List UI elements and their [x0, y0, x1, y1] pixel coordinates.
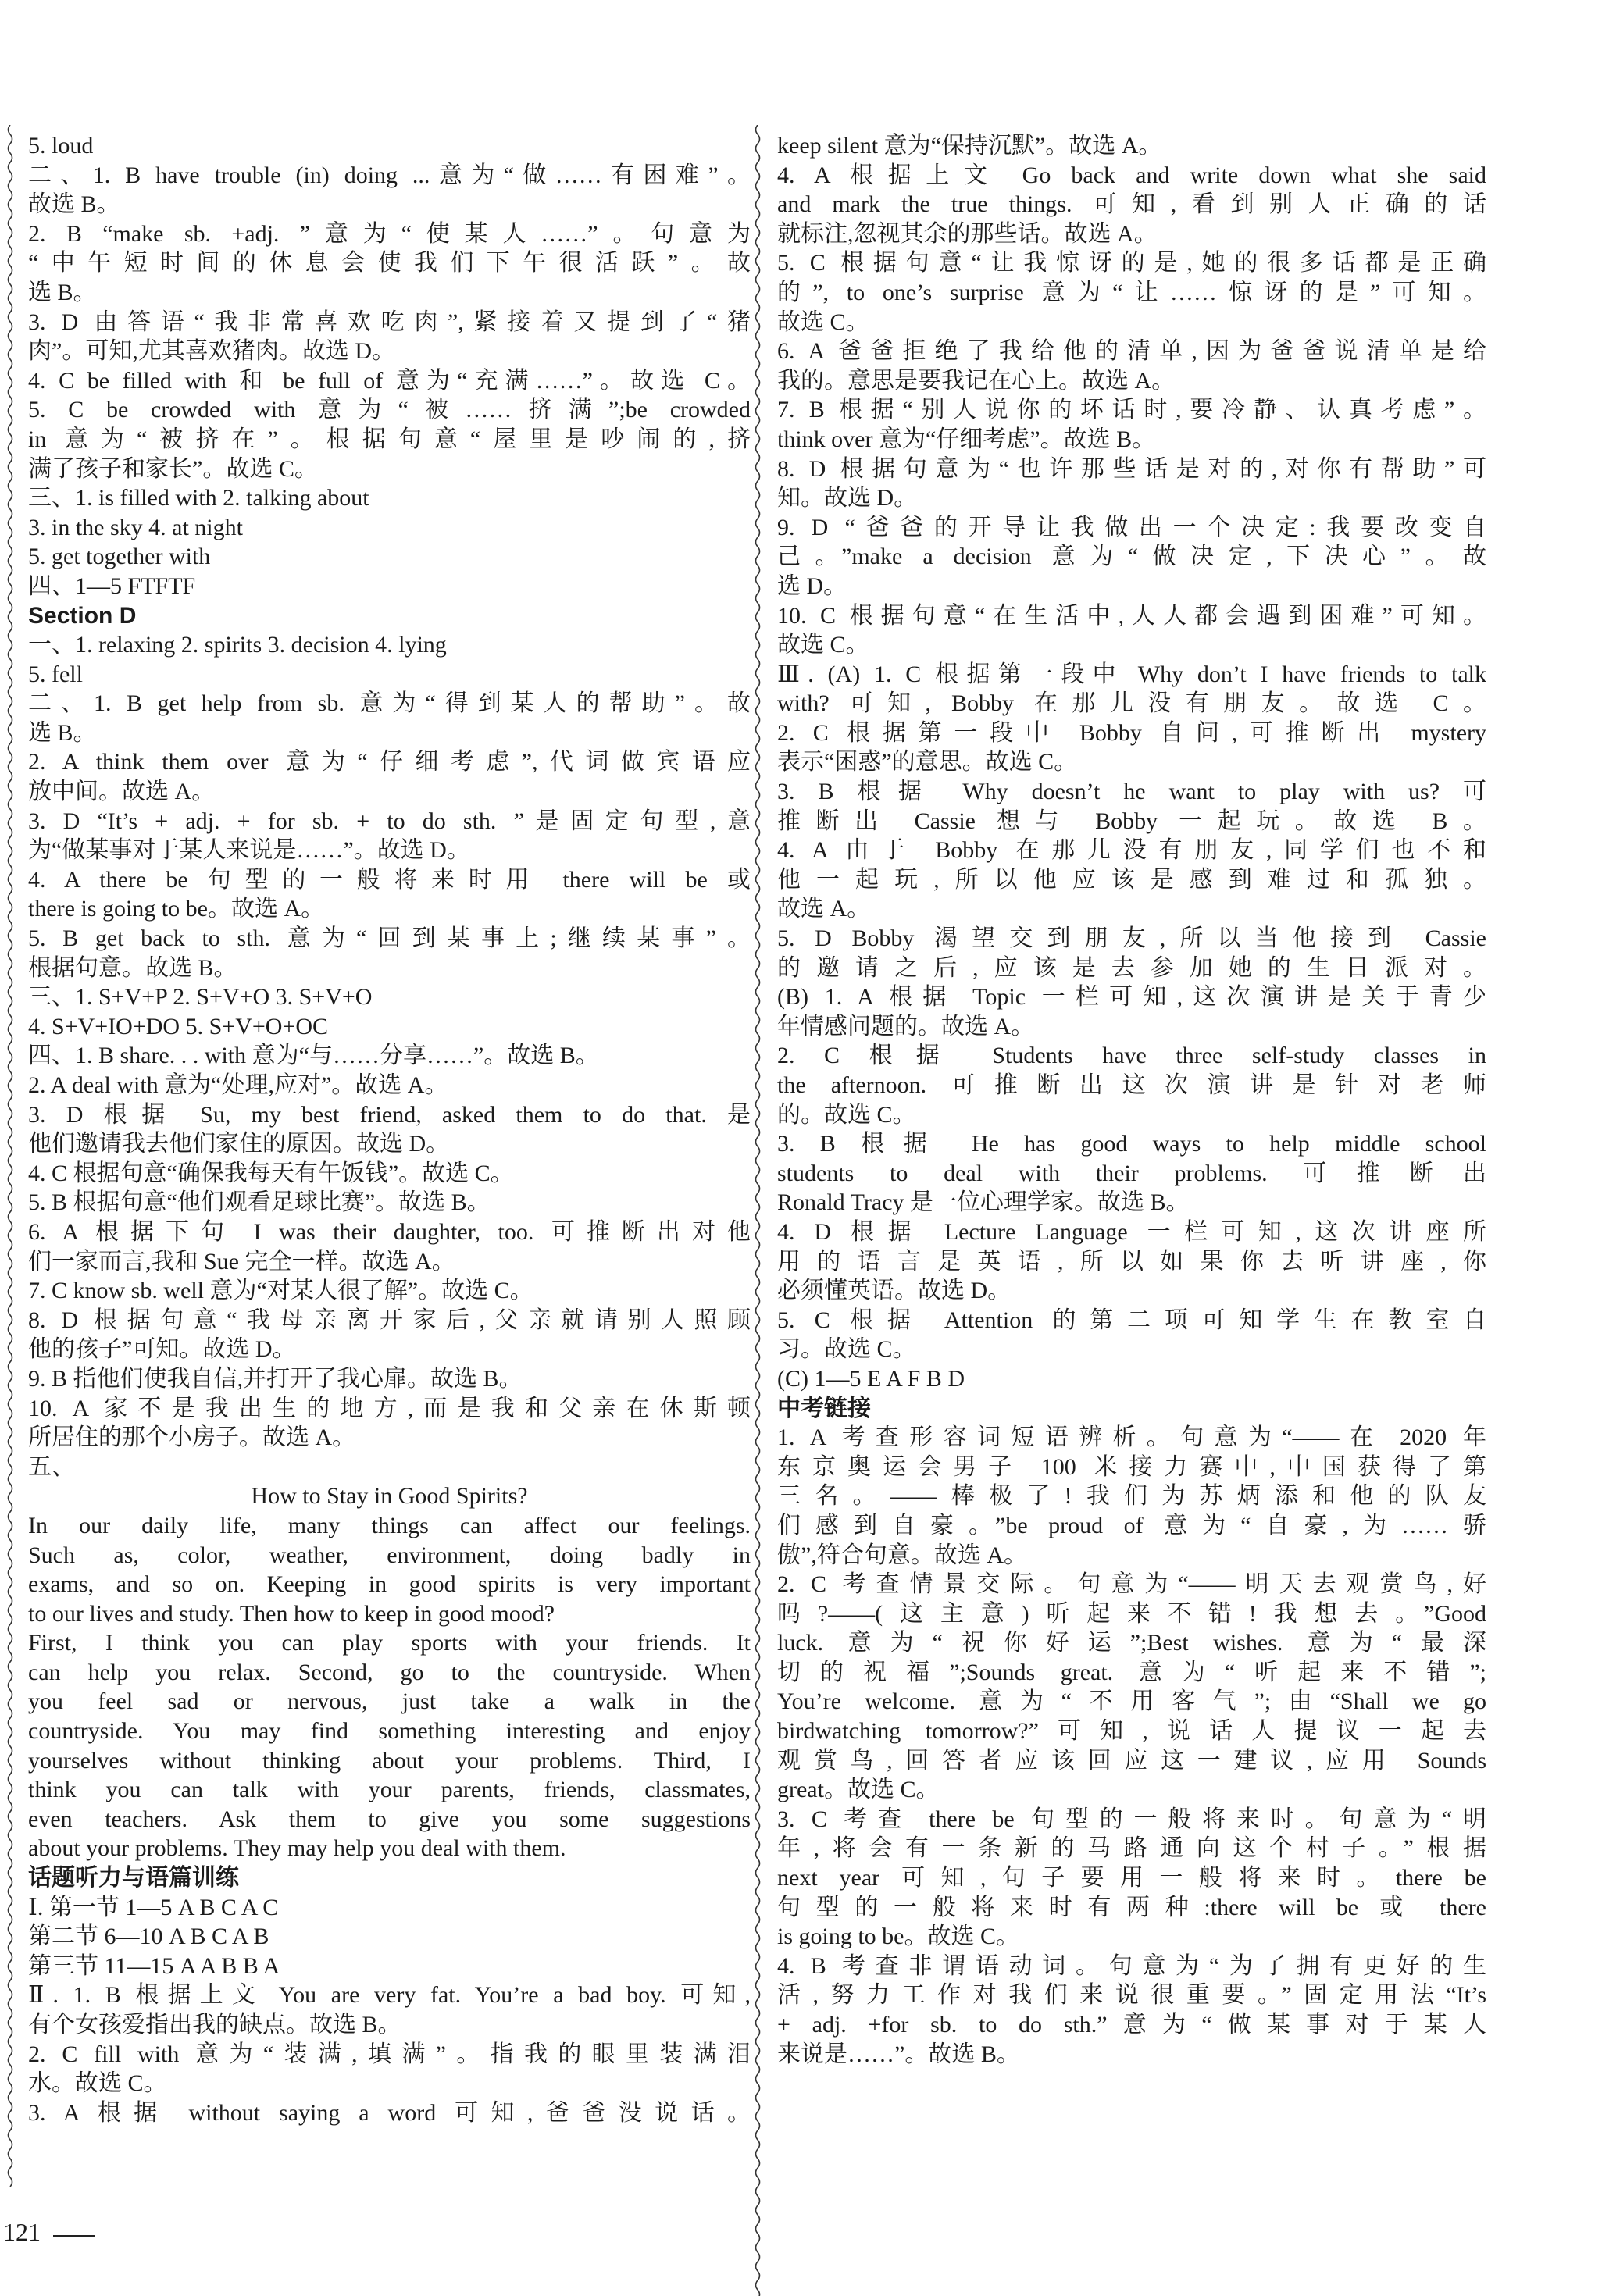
answer-line: yourselves without thinking about your problems. Third, I [28, 1747, 751, 1774]
section-heading: Section D [28, 602, 137, 629]
answer-line: 切的祝福”;Sounds great. 意为“听起来不错”; [777, 1659, 1486, 1685]
answer-line: + adj. +for sb. to do sth.”意为“做某事对于某人 [777, 2012, 1486, 2038]
answer-line: 4. A 由于 Bobby 在那儿没有朋友,同学们也不和 [777, 837, 1486, 864]
answer-line: 4. C be filled with 和 be full of 意为“充满……”。故选 C。 [28, 367, 751, 394]
answer-line: 吗?——(这主意)听起来不错!我想去。”Good [777, 1600, 1486, 1627]
answer-line: 来说是……”。故选 B。 [777, 2041, 1020, 2067]
answer-line: (B) 1. A 根据 Topic 一栏可知,这次演讲是关于青少 [777, 984, 1486, 1011]
answer-line: 5. B 根据句意“他们观看足球比赛”。故选 B。 [28, 1189, 491, 1216]
answer-line: 2. B “make sb. +adj. ”意为“使某人……”。句意为 [28, 220, 751, 247]
answer-line: is going to be。故选 C。 [777, 1923, 1020, 1950]
answer-line: about your problems. They may help you deal with them. [28, 1835, 566, 1862]
answer-line: 1. A 考查形容词短语辨析。句意为“——在 2020 年 [777, 1424, 1486, 1451]
answer-line: 我的。意思是要我记在心上。故选 A。 [777, 367, 1176, 394]
answer-line: You’re welcome. 意为“不用客气”;由“Shall we go [777, 1688, 1486, 1715]
answer-line: 所居住的那个小房子。故选 A。 [28, 1424, 356, 1451]
answer-line: 故选 C。 [777, 308, 869, 335]
answer-line: 4. A 根据上文 Go back and write down what she said [777, 162, 1486, 188]
answer-line: 5. D Bobby 渴望交到朋友,所以当他接到 Cassie [777, 925, 1486, 952]
answer-line: 3. D “It’s + adj. + for sb. + to do sth. ”是固定句型,意 [28, 808, 751, 834]
answer-line: 2. A deal with 意为“处理,应对”。故选 A。 [28, 1072, 448, 1098]
section-heading: 中考链接 [777, 1395, 871, 1421]
left-margin-wavy-line [5, 125, 16, 2187]
answer-line: 就标注,忽视其余的那些话。故选 A。 [777, 220, 1158, 247]
answer-line: 第二节 6—10 A B C A B [28, 1923, 269, 1950]
answer-line: to our lives and study. Then how to keep in good mood? [28, 1600, 555, 1627]
answer-line: 观赏鸟,回答者应该回应这一建议,应用 Sounds [777, 1747, 1486, 1774]
answer-line: 2. C 考查情景交际。句意为“——明天去观赏鸟,好 [777, 1571, 1486, 1598]
answer-line: 4. D 根据 Lecture Language 一栏可知,这次讲座所 [777, 1218, 1486, 1245]
answer-line: 2. A think them over 意为“仔细考虑”,代词做宾语应 [28, 749, 751, 775]
answer-line: 10. A 家不是我出生的地方,而是我和父亲在休斯顿 [28, 1395, 751, 1421]
answer-line: 4. B 考查非谓语动词。句意为“为了拥有更好的生 [777, 1952, 1486, 1979]
answer-line: Ⅱ. 1. B 根据上文 You are very fat. You’re a bad boy. 可知, [28, 1982, 751, 2009]
answer-line: 五、 [28, 1453, 75, 1480]
answer-line: 习。故选 C。 [777, 1336, 916, 1363]
answer-line: 年情感问题的。故选 A。 [777, 1013, 1035, 1039]
answer-line: 有个女孩爱指出我的缺点。故选 B。 [28, 2012, 401, 2038]
answer-line: 3. in the sky 4. at night [28, 514, 243, 540]
answer-line: 四、1—5 FTFTF [28, 572, 196, 599]
answer-line: 表示“困惑”的意思。故选 C。 [777, 749, 1078, 775]
answer-line: 活,努力工作对我们来说很重要。”固定用法“It’s [777, 1982, 1486, 2009]
answer-line: 故选 A。 [777, 896, 871, 922]
answer-line: keep silent 意为“保持沉默”。故选 A。 [777, 133, 1162, 159]
answer-line: 他的孩子”可知。故选 D。 [28, 1336, 296, 1363]
answer-line: there is going to be。故选 A。 [28, 896, 325, 922]
answer-line: 用的语言是英语,所以如果你去听讲座,你 [777, 1248, 1486, 1275]
answer-line: 三、1. S+V+P 2. S+V+O 3. S+V+O [28, 984, 373, 1011]
answer-line: even teachers. Ask them to give you some suggestions [28, 1806, 751, 1832]
answer-line: 2. C fill with 意为“装满,填满”。指我的眼里装满泪 [28, 2041, 751, 2067]
answer-line: 4. S+V+IO+DO 5. S+V+O+OC [28, 1013, 329, 1039]
answer-line: 年,将会有一条新的马路通向这个村子。”根据 [777, 1835, 1486, 1862]
answer-line: 的”, to one’s surprise 意为“让……惊讶的是”可知。 [777, 279, 1486, 305]
answer-line: and mark the true things. 可知,看到别人正确的话 [777, 191, 1486, 218]
answer-line: 5. C be crowded with 意为“被……挤满”;be crowded [28, 397, 751, 423]
essay-title: How to Stay in Good Spirits? [251, 1483, 528, 1510]
answer-line: 故选 C。 [777, 632, 869, 658]
answer-line: 选 D。 [777, 572, 847, 599]
answer-line: 句型的一般将来时有两种:there will be 或 there [777, 1894, 1486, 1920]
answer-line: 第三节 11—15 A A B B A [28, 1952, 280, 1979]
answer-line: 5. B get back to sth. 意为“回到某事上;继续某事”。 [28, 925, 751, 952]
answer-line: 三名。——棒极了!我们为苏炳添和他的队友 [777, 1483, 1486, 1510]
answer-line: 4. A there be 句型的一般将来时用 there will be 或 [28, 866, 751, 893]
answer-line: next year 可知,句子要用一般将来时。there be [777, 1865, 1486, 1891]
answer-line: 满了孩子和家长”。故选 C。 [28, 455, 318, 482]
answer-line: 己。”make a decision 意为“做决定,下决心”。故 [777, 544, 1486, 570]
answer-line: 他们邀请我去他们家住的原因。故选 D。 [28, 1131, 450, 1157]
answer-line: 9. D “爸爸的开导让我做出一个决定:我要改变自 [777, 514, 1486, 540]
answer-line: 水。故选 C。 [28, 2070, 167, 2097]
answer-line: 肉”。可知,尤其喜欢猪肉。故选 D。 [28, 338, 395, 365]
answer-line: students to deal with their problems. 可推断出 [777, 1160, 1486, 1186]
answer-line: Ⅲ. (A) 1. C 根据第一段中 Why don’t I have friends to talk [777, 661, 1486, 687]
right-answer-column [777, 131, 1486, 2069]
answer-line: 5. C 根据句意“让我惊讶的是,她的很多话都是正确 [777, 250, 1486, 276]
answer-line: 选 B。 [28, 719, 97, 746]
answer-line: the afternoon. 可推断出这次演讲是针对老师 [777, 1072, 1486, 1098]
answer-line: luck. 意为“祝你好运”;Best wishes. 意为“最深 [777, 1630, 1486, 1656]
answer-line: birdwatching tomorrow?”可知,说话人提议一起去 [777, 1718, 1486, 1745]
answer-line: 们感到自豪。”be proud of 意为“自豪,为……骄 [777, 1512, 1486, 1538]
answer-line: 5. C 根据 Attention 的第二项可知学生在教室自 [777, 1307, 1486, 1333]
section-heading: 话题听力与语篇训练 [28, 1865, 239, 1891]
answer-line: Ⅰ. 第一节 1—5 A B C A C [28, 1894, 279, 1920]
answer-line: 必须懂英语。故选 D。 [777, 1278, 1012, 1304]
answer-line: 的。故选 C。 [777, 1101, 916, 1128]
answer-line: think over 意为“仔细考虑”。故选 B。 [777, 426, 1156, 452]
answer-line: countryside. You may find something interesting and enjoy [28, 1718, 751, 1745]
answer-line: in 意为“被挤在”。根据句意“屋里是吵闹的,挤 [28, 426, 751, 452]
answer-line: 三、1. is filled with 2. talking about [28, 485, 369, 512]
answer-line: 3. D 由答语“我非常喜欢吃肉”,紧接着又提到了“猪 [28, 308, 751, 335]
answer-line: 2. C 根据第一段中 Bobby 自问,可推断出 mystery [777, 719, 1486, 746]
answer-line: 6. A 爸爸拒绝了我给他的清单,因为爸爸说清单是给 [777, 338, 1486, 365]
answer-line: 8. D 根据句意“我母亲离开家后,父亲就请别人照顾 [28, 1307, 751, 1333]
answer-line: 二、1. B have trouble (in) doing ...意为“做……有困难”。 [28, 162, 751, 188]
answer-line: In our daily life, many things can affect our feelings. [28, 1512, 751, 1538]
answer-line: (C) 1—5 E A F B D [777, 1365, 965, 1392]
answer-line: 3. C 考查 there be 句型的一般将来时。句意为“明 [777, 1806, 1486, 1832]
answer-line: 10. C 根据句意“在生活中,人人都会遇到困难”可知。 [777, 602, 1486, 629]
answer-line: 一、1. relaxing 2. spirits 3. decision 4. lying [28, 632, 447, 658]
answer-line: 选 B。 [28, 279, 97, 305]
answer-line: great。故选 C。 [777, 1777, 940, 1803]
answer-line: 3. A 根据 without saying a word 可知,爸爸没说话。 [28, 2099, 751, 2126]
answer-line: 9. B 指他们使我自信,并打开了我心扉。故选 B。 [28, 1365, 523, 1392]
answer-line: 们一家而言,我和 Sue 完全一样。故选 A。 [28, 1248, 455, 1275]
answer-line: can help you relax. Second, go to the countryside. When [28, 1659, 751, 1685]
answer-line: 7. B 根据“别人说你的坏话时,要冷静、认真考虑”。 [777, 397, 1486, 423]
answer-line: 傲”,符合句意。故选 A。 [777, 1542, 1027, 1568]
answer-line: 东京奥运会男子 100 米接力赛中,中国获得了第 [777, 1453, 1486, 1480]
answer-line: “中午短时间的休息会使我们下午很活跃”。故 [28, 250, 751, 276]
answer-line: 知。故选 D。 [777, 485, 918, 512]
answer-line: First, I think you can play sports with your friends. It [28, 1630, 751, 1656]
answer-line: 二、1. B get help from sb. 意为“得到某人的帮助”。故 [28, 690, 751, 717]
answer-line: 2. C 根据 Students have three self-study classes in [777, 1043, 1486, 1069]
answer-line: 为“做某事对于某人来说是……”。故选 D。 [28, 837, 470, 864]
answer-line: think you can talk with your parents, friends, classmates, [28, 1777, 751, 1803]
answer-line: 放中间。故选 A。 [28, 779, 216, 805]
answer-line: Ronald Tracy 是一位心理学家。故选 B。 [777, 1189, 1190, 1216]
page-number-rule [53, 2235, 95, 2237]
answer-line: 的邀请之后,应该是去参加她的生日派对。 [777, 954, 1486, 981]
answer-line: 7. C know sb. well 意为“对某人很了解”。故选 C。 [28, 1278, 533, 1304]
answer-line: 8. D 根据句意为“也许那些话是对的,对你有帮助”可 [777, 455, 1486, 482]
answer-line: 推断出 Cassie 想与 Bobby 一起玩。故选 B。 [777, 808, 1486, 834]
answer-line: 5. get together with [28, 544, 211, 570]
answer-line: 四、1. B share. . . with 意为“与……分享……”。故选 B。 [28, 1043, 599, 1069]
page-number: 121 [3, 2218, 41, 2246]
answer-line: 6. A 根据下句 I was their daughter, too. 可推断出对他 [28, 1218, 751, 1245]
answer-line: 根据句意。故选 B。 [28, 954, 237, 981]
left-answer-column [28, 131, 751, 2127]
answer-line: 3. B 根据 He has good ways to help middle school [777, 1131, 1486, 1157]
answer-line: Such as, color, weather, environment, doing badly in [28, 1542, 751, 1568]
column-divider-wavy-line [752, 125, 763, 2296]
answer-line: exams, and so on. Keeping in good spirits is very important [28, 1571, 751, 1598]
answer-line: 4. C 根据句意“确保我每天有午饭钱”。故选 C。 [28, 1160, 514, 1186]
answer-line: you feel sad or nervous, just take a walk in the [28, 1688, 751, 1715]
answer-line: 故选 B。 [28, 191, 120, 218]
answer-line: with? 可知, Bobby 在那儿没有朋友。故选 C。 [777, 690, 1486, 717]
answer-line: 3. D 根据 Su, my best friend, asked them to do that. 是 [28, 1101, 751, 1128]
answer-line: 5. fell [28, 661, 83, 687]
answer-line: 5. loud [28, 133, 94, 159]
answer-line: 他一起玩,所以他应该是感到难过和孤独。 [777, 866, 1486, 893]
answer-line: 3. B 根据 Why doesn’t he want to play with us? 可 [777, 779, 1486, 805]
